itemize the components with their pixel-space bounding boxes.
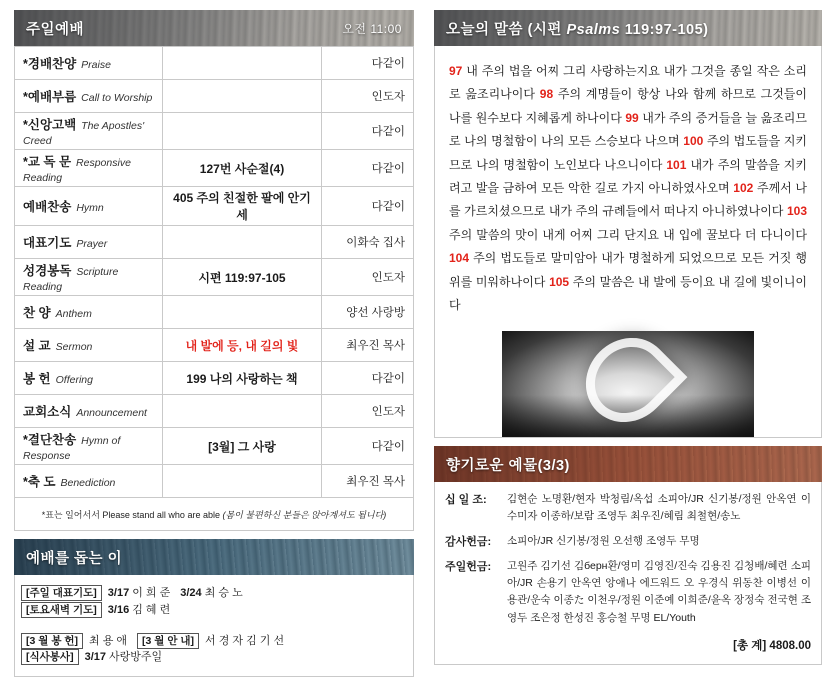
- verse-number: 101: [666, 157, 691, 172]
- verse-text: 주의 법도들로 말미암아 내가 명철하게 되었으므로 모든 거짓 행위를 미워하나이다: [449, 251, 807, 289]
- verse-number: 98: [539, 87, 558, 102]
- verse-text: 내가 주의 말씀을 지키려고 발을 금하여 모든 악한 길로 가지 아니하였사오며: [449, 157, 807, 195]
- scripture-banner: [434, 10, 822, 46]
- helper-entry: [180, 585, 242, 602]
- verse-number: 102: [733, 180, 757, 195]
- order-row-detail: [162, 465, 322, 498]
- order-row-person: 인도자: [322, 259, 414, 296]
- order-row-korean: 설 교: [23, 339, 51, 353]
- order-row-detail: 시편 119:97-105: [162, 259, 322, 296]
- verses-text: [449, 60, 807, 317]
- helper-name: 서 경 자 김 기 선: [205, 634, 285, 647]
- order-row-detail: 405 주의 친절한 팔에 안기세: [162, 187, 322, 226]
- order-row-name: [15, 80, 163, 113]
- order-row-person: 최우진 목사: [322, 329, 414, 362]
- order-row-english: Hymn of Response: [23, 435, 121, 462]
- helper-tag: [3 월 봉 헌]: [21, 633, 83, 649]
- order-row-person: 최우진 목사: [322, 465, 414, 498]
- order-row-name: [15, 428, 163, 465]
- order-row-name: [15, 465, 163, 498]
- order-row-detail: [162, 395, 322, 428]
- helper-date: 3/16: [107, 603, 133, 616]
- helper-tag: [식사봉사]: [21, 649, 79, 665]
- order-row: [15, 47, 414, 80]
- order-row-person: 다같이: [322, 47, 414, 80]
- helpers-box: [14, 575, 414, 677]
- offering-row-names: 고원주 김기선 김берн환/영미 김영진/진숙 김용진 김청배/혜련 소피아/JR 손용기 안옥연 앙애나 에드워드 오 우경식 위동찬 이병선 이용관/운숙 이종た 이천우/정원 이준예 이희준/윤옥 장정숙 전국현 조영두 조은정 한성진 홍승철 무명 EL/Youth: [507, 559, 811, 624]
- verse-text: 주께서 나를 가르치셨으므로 내가 주의 규례들에서 떠나지 아니하였나이다: [449, 180, 808, 219]
- order-row-korean: 성경봉독: [23, 264, 72, 278]
- order-row-english: Scripture Reading: [23, 266, 119, 293]
- worship-order-banner: [14, 10, 414, 46]
- verse-text: 내 주의 법을 어찌 그리 사랑하는지요 내가 그것을 종일 작은 소리로 읊조리나이다: [449, 64, 807, 102]
- open-book-heart-photo: [502, 331, 754, 437]
- helper-name: 이 희 준: [132, 587, 171, 599]
- helper-date: 3/17: [84, 651, 110, 664]
- order-row-name: [15, 296, 163, 329]
- order-row-english: Sermon: [55, 341, 93, 353]
- order-row: [15, 296, 414, 329]
- offering-row-names: 김현순 노명환/현자 박청림/옥섭 소피아/JR 신기봉/정원 안옥연 이수미자 이종하/보람 조영두 최우진/혜림 최철현/송노: [507, 493, 811, 523]
- order-row-korean: 대표기도: [23, 236, 72, 250]
- offering-row-label: 주일헌금:: [445, 560, 492, 573]
- verse-number: 103: [786, 204, 807, 219]
- order-row-korean: *결단찬송: [23, 433, 77, 447]
- order-row: [15, 80, 414, 113]
- helper-tag: [토요새벽 기도]: [21, 602, 102, 618]
- scripture-title-italic: Psalms: [566, 21, 621, 38]
- order-row-korean: 찬 양: [23, 306, 51, 320]
- order-row: [15, 187, 414, 226]
- offering-total: [445, 637, 811, 656]
- footnote-stand: *표는 일어서서 Please stand all who are able: [41, 509, 220, 520]
- left-column: [14, 10, 414, 677]
- helper-entry: [21, 649, 162, 666]
- order-row: [15, 259, 414, 296]
- order-row-korean: 봉 헌: [23, 372, 51, 386]
- order-row-korean: 예배찬송: [23, 200, 72, 214]
- verse-text: 주의 계명들이 항상 나와 함께 하므로 그것들이 나를 원수보다 지혜롭게 하나이다: [449, 87, 807, 125]
- order-row-detail: [3월] 그 사랑: [162, 428, 322, 465]
- offering-banner: [434, 446, 822, 482]
- order-row-person: 다같이: [322, 428, 414, 465]
- order-row-detail: 199 나의 사랑하는 책: [162, 362, 322, 395]
- helper-tag: [주일 대표기도]: [21, 585, 102, 601]
- order-row: [15, 150, 414, 187]
- order-row-english: Praise: [81, 59, 111, 71]
- offering-title: 향기로운 예물(3/3): [446, 457, 570, 474]
- helper-name: 김 혜 련: [132, 603, 171, 616]
- offering-row: [445, 558, 811, 627]
- order-row-korean: *신앙고백: [23, 118, 77, 132]
- order-row: [15, 428, 414, 465]
- order-row: [15, 113, 414, 150]
- order-row-person: 양선 사랑방: [322, 296, 414, 329]
- order-row-person: 다같이: [322, 362, 414, 395]
- order-row-person: 다같이: [322, 150, 414, 187]
- order-row-korean: *교 독 문: [23, 155, 72, 169]
- verse-number: 100: [683, 134, 707, 149]
- verse-text: 주의 법도들을 지키므로 나의 명철함이 노인보다 나으니이다: [449, 134, 808, 172]
- order-row: [15, 395, 414, 428]
- order-row-english: Offering: [55, 374, 93, 386]
- helper-entry: [21, 602, 170, 619]
- order-row-person: 인도자: [322, 395, 414, 428]
- order-row-english: Prayer: [76, 238, 108, 250]
- footnote-seated: (몸이 불편하신 분들은 앉아계셔도 됩니다): [222, 509, 387, 520]
- helper-date: 3/24: [180, 587, 205, 599]
- offering-row-names: 소피아/JR 신기봉/정원 오선행 조영두 무명: [507, 534, 700, 547]
- offering-panel: [434, 482, 822, 665]
- helper-tag: [3 월 안 내]: [137, 633, 199, 649]
- offering-row: [445, 533, 811, 551]
- right-column: [434, 10, 822, 665]
- order-row-detail: [162, 80, 322, 113]
- order-row-person: 다같이: [322, 187, 414, 226]
- order-row-name: [15, 395, 163, 428]
- order-row-name: [15, 150, 163, 187]
- offering-row-label: 감사헌금:: [445, 535, 492, 548]
- order-row-english: Benediction: [60, 477, 116, 489]
- verse-number: 97: [449, 64, 467, 78]
- order-row-english: Hymn: [76, 202, 104, 214]
- order-row-name: [15, 259, 163, 296]
- order-row-detail: [162, 226, 322, 259]
- offering-row: [445, 491, 811, 526]
- order-row-name: [15, 362, 163, 395]
- order-row-name: [15, 187, 163, 226]
- worship-order-title: 주일예배: [26, 21, 85, 38]
- order-row: [15, 465, 414, 498]
- order-row-english: The Apostles' Creed: [23, 120, 145, 147]
- verse-number: 104: [449, 251, 474, 266]
- order-row-korean: *경배찬양: [23, 57, 77, 71]
- order-of-service-table: [14, 46, 414, 531]
- order-footnote-row: [15, 498, 414, 531]
- scripture-title-ref: 119:97-105): [620, 21, 709, 38]
- helper-date: 3/17: [107, 587, 133, 599]
- order-row-english: Announcement: [76, 407, 147, 419]
- helper-name: 최 용 애: [89, 634, 128, 647]
- helpers-row: [21, 633, 407, 667]
- verse-text: 내가 주의 증거들을 늘 읊조리므로 나의 명철함이 나의 모든 스승보다 나으며: [449, 110, 807, 149]
- verse-text: 주의 말씀은 내 발에 등이요 내 길에 빛이니이다: [449, 274, 808, 312]
- offering-row-label: 십 일 조:: [445, 494, 487, 506]
- verse-text: 주의 말씀의 맛이 내게 어찌 그리 단지요 내 입에 꿀보다 더 다니이다: [449, 227, 807, 242]
- helper-entry: [21, 585, 170, 602]
- order-row-person: 인도자: [322, 80, 414, 113]
- order-row-korean: *축 도: [23, 475, 56, 489]
- order-row-korean: 교회소식: [23, 405, 72, 419]
- order-row: [15, 329, 414, 362]
- order-row-name: [15, 113, 163, 150]
- scripture-panel: [434, 46, 822, 438]
- order-row-english: Responsive Reading: [23, 157, 131, 184]
- scripture-title-kor: 오늘의 말씀 (시편: [446, 21, 567, 38]
- order-row-name: [15, 226, 163, 259]
- helper-name: 사랑방주일: [109, 651, 163, 664]
- verse-number: 105: [549, 274, 573, 289]
- order-row: [15, 362, 414, 395]
- order-row-detail: [162, 113, 322, 150]
- offering-total-label: [총 계]: [733, 640, 767, 653]
- offering-total-value: 4808.00: [769, 640, 811, 653]
- order-row-name: [15, 329, 163, 362]
- order-row-detail: [162, 296, 322, 329]
- order-row-person: 이화숙 집사: [322, 226, 414, 259]
- helper-entry: [137, 633, 284, 650]
- worship-order-time: 오전 11:00: [342, 21, 402, 36]
- order-row-name: [15, 47, 163, 80]
- order-row-detail: [162, 47, 322, 80]
- helpers-title: 예배를 돕는 이: [26, 550, 123, 567]
- order-row-detail: 127번 사순절(4): [162, 150, 322, 187]
- helpers-row: [21, 585, 407, 619]
- helper-entry: [21, 633, 127, 650]
- order-row-english: Anthem: [55, 308, 92, 320]
- order-row-person: 다같이: [322, 113, 414, 150]
- order-row: [15, 226, 414, 259]
- scripture-title: [446, 18, 709, 39]
- helpers-banner: [14, 539, 414, 575]
- verse-number: 99: [625, 110, 643, 125]
- helper-name: 최 승 노: [204, 587, 243, 599]
- order-row-english: Call to Worship: [81, 92, 153, 104]
- order-row-korean: *예배부름: [23, 90, 77, 104]
- order-row-detail: 내 발에 등, 내 길의 빛: [162, 329, 322, 362]
